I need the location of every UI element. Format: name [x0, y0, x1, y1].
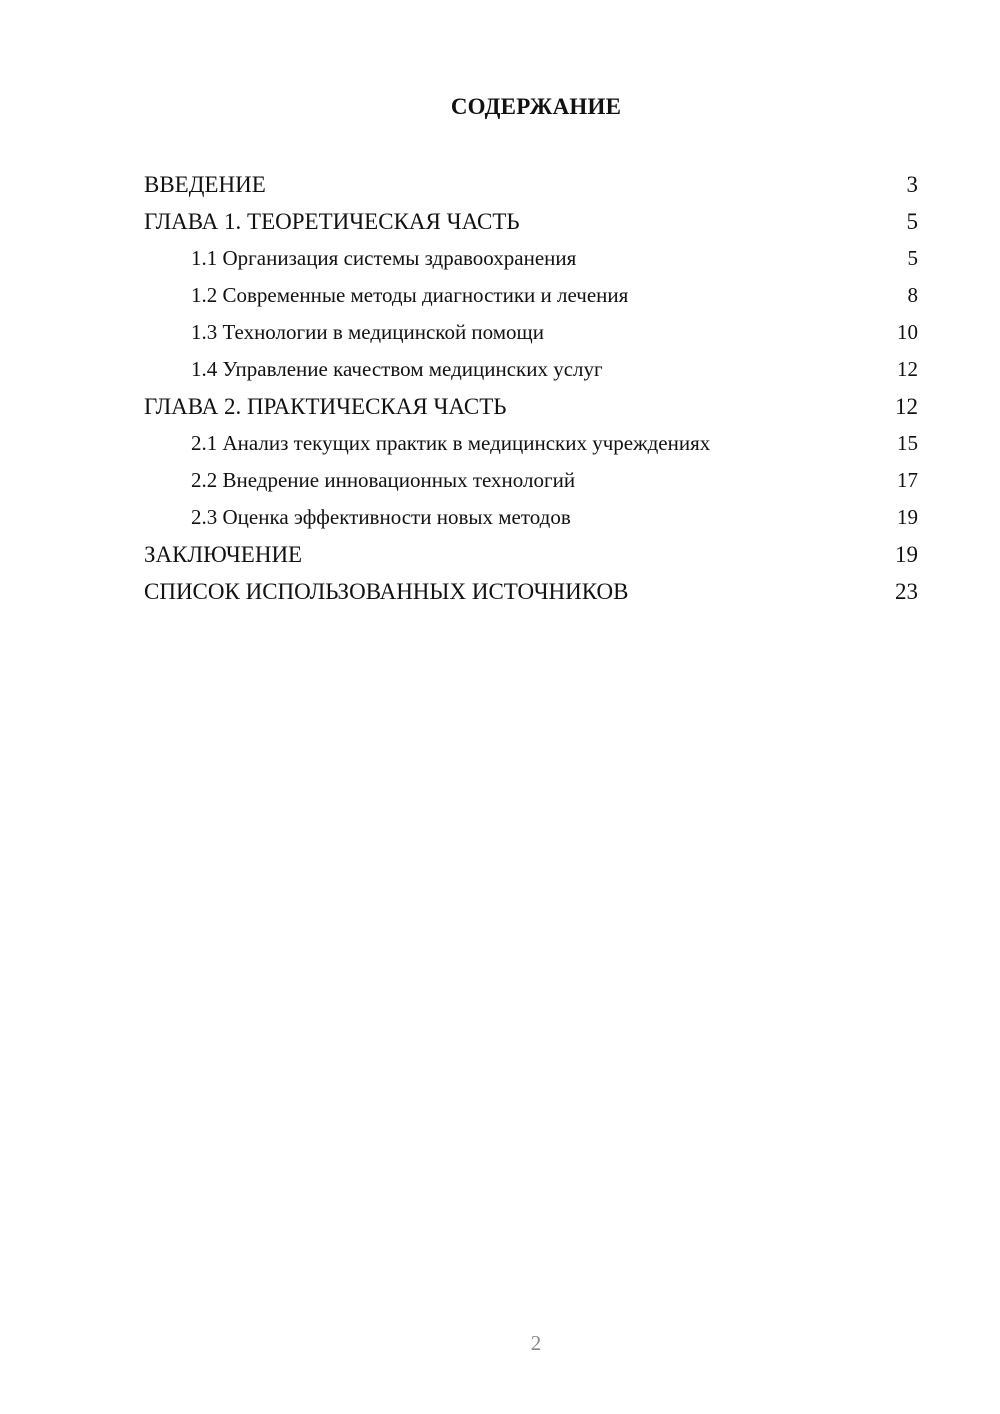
toc-entry-text: 1.3 Технологии в медицинской помощи: [191, 320, 544, 344]
toc-entry-page: 5: [906, 209, 918, 234]
toc-entry-page: 5: [907, 246, 918, 270]
toc-entry-section-2-3[interactable]: [144, 499, 918, 536]
toc-entry-section-2-2[interactable]: [144, 462, 918, 499]
toc-entry-chapter-2[interactable]: [144, 388, 918, 425]
page-title: СОДЕРЖАНИЕ: [450, 94, 622, 119]
toc-entry-page: 12: [895, 394, 918, 419]
toc-entry-page: 15: [897, 431, 918, 455]
page-number: 2: [530, 1331, 542, 1355]
toc-entry-text: ГЛАВА 1. ТЕОРЕТИЧЕСКАЯ ЧАСТЬ: [144, 209, 520, 234]
toc-entry-text: ГЛАВА 2. ПРАКТИЧЕСКАЯ ЧАСТЬ: [144, 394, 507, 419]
toc-entry-page: 12: [897, 357, 918, 381]
toc-entry-conclusion[interactable]: [144, 536, 918, 573]
toc-entry-section-1-2[interactable]: [144, 277, 918, 314]
toc-entry-page: 10: [897, 320, 918, 344]
toc-entry-section-2-1[interactable]: [144, 425, 918, 462]
toc-entry-page: 8: [907, 283, 918, 307]
toc-entry-section-1-4[interactable]: [144, 351, 918, 388]
toc-entry-text: СПИСОК ИСПОЛЬЗОВАННЫХ ИСТОЧНИКОВ: [144, 579, 629, 604]
toc-entry-page: 3: [906, 172, 918, 197]
toc-entry-references[interactable]: [144, 573, 918, 610]
toc-entry-page: 17: [897, 468, 918, 492]
toc-entry-page: 23: [895, 579, 918, 604]
toc-entry-text: 1.4 Управление качеством медицинских услуг: [191, 357, 603, 381]
toc-entry-text: ВВЕДЕНИЕ: [144, 172, 266, 197]
toc-entry-text: 2.1 Анализ текущих практик в медицинских учреждениях: [191, 431, 711, 455]
toc-entry-text: 1.1 Организация системы здравоохранения: [191, 246, 577, 270]
toc-entry-page: 19: [897, 505, 918, 529]
toc-entry-text: 1.2 Современные методы диагностики и лечения: [191, 283, 629, 307]
toc-entry-section-1-1[interactable]: [144, 240, 918, 277]
toc-entry-text: 2.3 Оценка эффективности новых методов: [191, 505, 571, 529]
toc-entry-text: ЗАКЛЮЧЕНИЕ: [144, 542, 303, 567]
toc-entry-chapter-1[interactable]: [144, 203, 918, 240]
toc-entry-page: 19: [895, 542, 918, 567]
toc-entry-section-1-3[interactable]: [144, 314, 918, 351]
table-of-contents: [144, 166, 918, 610]
toc-entry-introduction[interactable]: [144, 166, 918, 203]
toc-entry-text: 2.2 Внедрение инновационных технологий: [191, 468, 576, 492]
